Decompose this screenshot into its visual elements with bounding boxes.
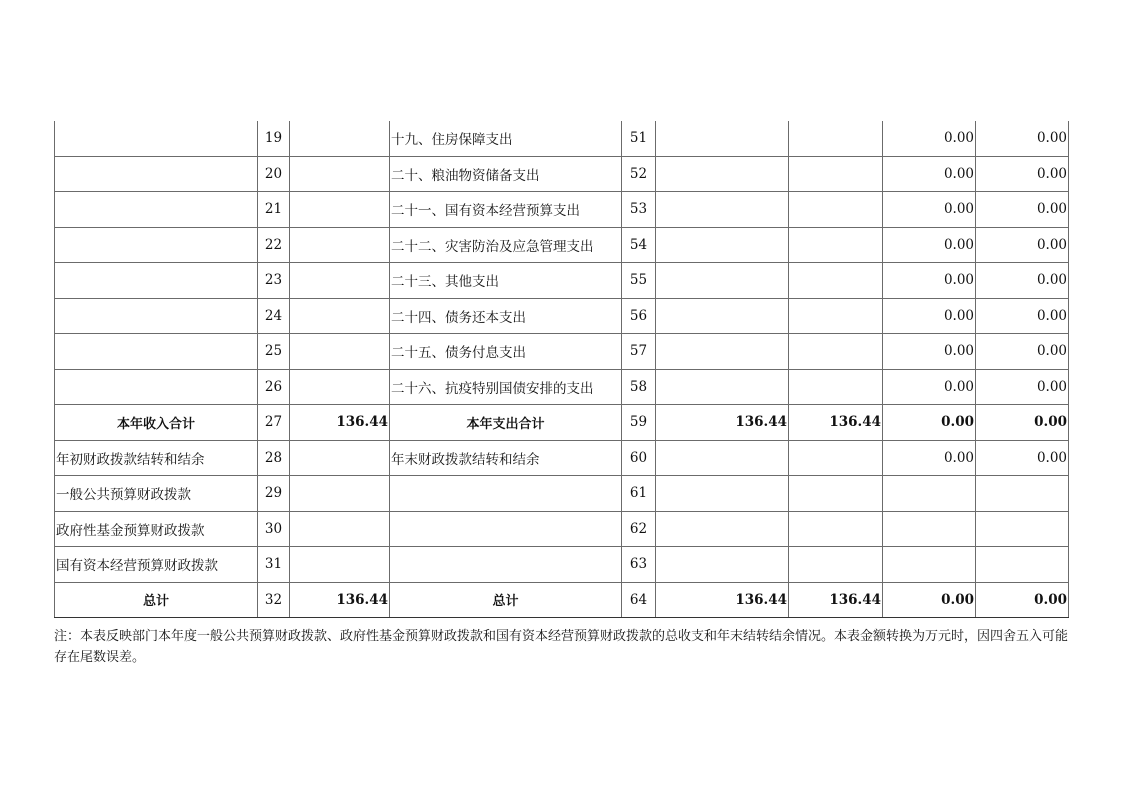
- expense-total-cell: [656, 121, 789, 156]
- expense-item-cell: 十九、住房保障支出: [390, 121, 622, 156]
- table-row: [55, 476, 1069, 512]
- income-item-cell: [55, 334, 258, 370]
- fund-budget-cell: 0.00: [883, 334, 976, 370]
- expense-total-cell: [656, 511, 789, 547]
- expense-total-cell: [656, 156, 789, 192]
- income-line-number: 25: [258, 334, 290, 370]
- income-line-number: 23: [258, 263, 290, 299]
- table-row: [55, 298, 1069, 334]
- table-row: [55, 156, 1069, 192]
- income-item-cell: [55, 298, 258, 334]
- income-line-number: 28: [258, 440, 290, 476]
- expense-total-cell: [656, 476, 789, 512]
- income-item-cell: 总计: [55, 582, 258, 618]
- expense-line-number: 58: [622, 369, 656, 405]
- expense-total-cell: [656, 298, 789, 334]
- income-item-cell: 本年收入合计: [55, 405, 258, 441]
- income-item-cell: [55, 156, 258, 192]
- expense-total-cell: [656, 440, 789, 476]
- expense-line-number: 55: [622, 263, 656, 299]
- expense-total-cell: 136.44: [656, 582, 789, 618]
- fund-budget-cell: [883, 547, 976, 583]
- expense-item-cell: 总计: [390, 582, 622, 618]
- income-line-number: 21: [258, 192, 290, 228]
- total-row: [55, 582, 1069, 618]
- expense-item-cell: [390, 476, 622, 512]
- income-amount-cell: [290, 298, 390, 334]
- expense-line-number: 60: [622, 440, 656, 476]
- fund-budget-cell: 0.00: [883, 405, 976, 441]
- table-row: [55, 192, 1069, 228]
- fund-budget-cell: 0.00: [883, 440, 976, 476]
- income-amount-cell: [290, 369, 390, 405]
- general-budget-cell: [789, 298, 883, 334]
- expense-total-cell: [656, 334, 789, 370]
- table-row: [55, 369, 1069, 405]
- expense-item-cell: 二十四、债务还本支出: [390, 298, 622, 334]
- income-item-cell: 一般公共预算财政拨款: [55, 476, 258, 512]
- general-budget-cell: [789, 263, 883, 299]
- table-row: [55, 440, 1069, 476]
- capital-budget-cell: 0.00: [976, 334, 1069, 370]
- income-item-cell: 年初财政拨款结转和结余: [55, 440, 258, 476]
- table-row: [55, 547, 1069, 583]
- income-line-number: 24: [258, 298, 290, 334]
- table-row: [55, 227, 1069, 263]
- income-amount-cell: [290, 121, 390, 156]
- fund-budget-cell: 0.00: [883, 369, 976, 405]
- capital-budget-cell: 0.00: [976, 121, 1069, 156]
- expense-item-cell: 二十、粮油物资储备支出: [390, 156, 622, 192]
- table-footnote: 注：本表反映部门本年度一般公共预算财政拨款、政府性基金预算财政拨款和国有资本经营预算财政拨款的总收支和年末结转结余情况。本表金额转换为万元时，因四舍五入可能存在尾数误差。: [54, 629, 1069, 665]
- expense-line-number: 52: [622, 156, 656, 192]
- capital-budget-cell: 0.00: [976, 227, 1069, 263]
- expense-total-cell: [656, 192, 789, 228]
- expense-item-cell: 二十三、其他支出: [390, 263, 622, 299]
- general-budget-cell: [789, 511, 883, 547]
- expense-item-cell: 二十六、抗疫特别国债安排的支出: [390, 369, 622, 405]
- capital-budget-cell: 0.00: [976, 405, 1069, 441]
- table-row: [55, 334, 1069, 370]
- general-budget-cell: [789, 476, 883, 512]
- fund-budget-cell: [883, 476, 976, 512]
- table-row: [55, 511, 1069, 547]
- income-line-number: 19: [258, 121, 290, 156]
- expense-total-cell: [656, 263, 789, 299]
- expense-total-cell: [656, 369, 789, 405]
- income-line-number: 20: [258, 156, 290, 192]
- income-amount-cell: [290, 440, 390, 476]
- subtotal-row: [55, 405, 1069, 441]
- income-line-number: 30: [258, 511, 290, 547]
- capital-budget-cell: 0.00: [976, 156, 1069, 192]
- general-budget-cell: 136.44: [789, 405, 883, 441]
- income-amount-cell: [290, 263, 390, 299]
- fund-budget-cell: 0.00: [883, 582, 976, 618]
- expense-line-number: 62: [622, 511, 656, 547]
- income-item-cell: [55, 192, 258, 228]
- expense-line-number: 64: [622, 582, 656, 618]
- fund-budget-cell: 0.00: [883, 227, 976, 263]
- expense-line-number: 61: [622, 476, 656, 512]
- income-amount-cell: [290, 547, 390, 583]
- income-line-number: 29: [258, 476, 290, 512]
- expense-item-cell: [390, 511, 622, 547]
- income-line-number: 27: [258, 405, 290, 441]
- general-budget-cell: [789, 121, 883, 156]
- capital-budget-cell: 0.00: [976, 298, 1069, 334]
- expense-line-number: 51: [622, 121, 656, 156]
- general-budget-cell: [789, 156, 883, 192]
- capital-budget-cell: 0.00: [976, 582, 1069, 618]
- expense-line-number: 57: [622, 334, 656, 370]
- fund-budget-cell: [883, 511, 976, 547]
- capital-budget-cell: [976, 476, 1069, 512]
- capital-budget-cell: [976, 547, 1069, 583]
- income-item-cell: 国有资本经营预算财政拨款: [55, 547, 258, 583]
- fund-budget-cell: 0.00: [883, 263, 976, 299]
- budget-table: [54, 121, 1069, 618]
- fund-budget-cell: 0.00: [883, 121, 976, 156]
- general-budget-cell: [789, 440, 883, 476]
- expense-item-cell: 二十二、灾害防治及应急管理支出: [390, 227, 622, 263]
- income-line-number: 22: [258, 227, 290, 263]
- fund-budget-cell: 0.00: [883, 298, 976, 334]
- fund-budget-cell: 0.00: [883, 156, 976, 192]
- capital-budget-cell: 0.00: [976, 263, 1069, 299]
- income-amount-cell: [290, 192, 390, 228]
- expense-item-cell: 年末财政拨款结转和结余: [390, 440, 622, 476]
- expense-total-cell: [656, 547, 789, 583]
- income-amount-cell: [290, 334, 390, 370]
- income-amount-cell: [290, 511, 390, 547]
- capital-budget-cell: [976, 511, 1069, 547]
- income-item-cell: 政府性基金预算财政拨款: [55, 511, 258, 547]
- income-amount-cell: 136.44: [290, 405, 390, 441]
- income-line-number: 31: [258, 547, 290, 583]
- expense-line-number: 56: [622, 298, 656, 334]
- general-budget-cell: [789, 192, 883, 228]
- general-budget-cell: 136.44: [789, 582, 883, 618]
- income-amount-cell: [290, 476, 390, 512]
- expense-line-number: 59: [622, 405, 656, 441]
- income-item-cell: [55, 369, 258, 405]
- table-row: [55, 121, 1069, 156]
- general-budget-cell: [789, 369, 883, 405]
- income-line-number: 26: [258, 369, 290, 405]
- income-item-cell: [55, 227, 258, 263]
- expense-line-number: 54: [622, 227, 656, 263]
- expense-item-cell: [390, 547, 622, 583]
- general-budget-cell: [789, 227, 883, 263]
- table-row: [55, 263, 1069, 299]
- income-amount-cell: [290, 156, 390, 192]
- expense-item-cell: 本年支出合计: [390, 405, 622, 441]
- income-amount-cell: 136.44: [290, 582, 390, 618]
- expense-item-cell: 二十五、债务付息支出: [390, 334, 622, 370]
- capital-budget-cell: 0.00: [976, 369, 1069, 405]
- expense-total-cell: 136.44: [656, 405, 789, 441]
- income-item-cell: [55, 263, 258, 299]
- expense-total-cell: [656, 227, 789, 263]
- expense-item-cell: 二十一、国有资本经营预算支出: [390, 192, 622, 228]
- expense-line-number: 53: [622, 192, 656, 228]
- capital-budget-cell: 0.00: [976, 440, 1069, 476]
- fund-budget-cell: 0.00: [883, 192, 976, 228]
- general-budget-cell: [789, 334, 883, 370]
- capital-budget-cell: 0.00: [976, 192, 1069, 228]
- income-amount-cell: [290, 227, 390, 263]
- income-line-number: 32: [258, 582, 290, 618]
- general-budget-cell: [789, 547, 883, 583]
- income-item-cell: [55, 121, 258, 156]
- expense-line-number: 63: [622, 547, 656, 583]
